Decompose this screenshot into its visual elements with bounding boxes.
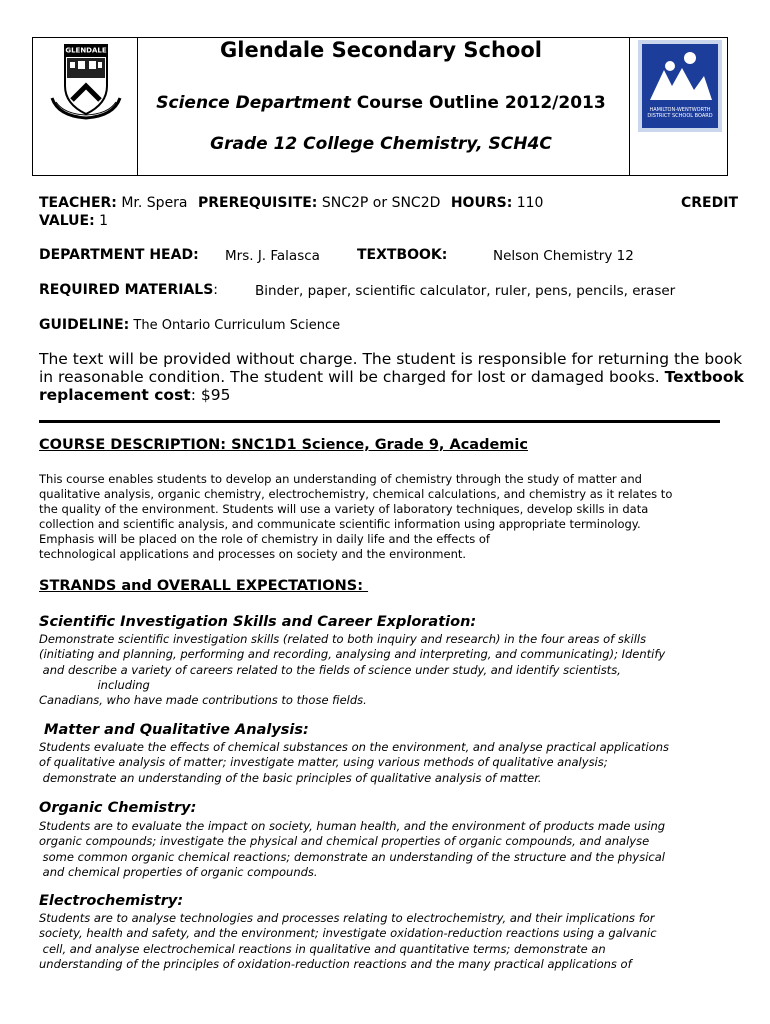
guideline-label: GUIDELINE: — [39, 317, 130, 333]
strand-line: including — [39, 677, 150, 692]
course-description-heading: COURSE DESCRIPTION: SNC1D1 Science, Grade 9, Academic — [39, 437, 528, 453]
course-title: Grade 12 College Chemistry, SCH4C — [210, 134, 552, 154]
board-logo-text: HAMILTON-WENTWORTH DISTRICT SCHOOL BOARD — [647, 107, 713, 119]
course-description-line: technological applications and processes on society and the environment. — [39, 547, 467, 561]
textbook-notice-plain: in reasonable condition. The student will be charged for lost or damaged books. — [39, 368, 665, 386]
guideline-value: The Ontario Curriculum Science — [129, 318, 341, 333]
textbook-notice — [39, 350, 744, 404]
course-description-line: Emphasis will be placed on the role of chemistry in daily life and the effects of — [39, 532, 490, 546]
horizontal-divider — [39, 420, 720, 423]
strand-line: Canadians, who have made contributions to those fields. — [39, 693, 367, 708]
strand-text-scientific-investigation — [39, 632, 739, 708]
strand-line: of qualitative analysis of matter; investigate matter, using various methods of qualitative analysis; — [39, 755, 608, 770]
materials-label: REQUIRED MATERIALS — [39, 282, 214, 298]
department-subtitle — [136, 93, 626, 113]
school-board-logo — [638, 40, 722, 132]
strands-heading: STRANDS and OVERALL EXPECTATIONS: — [39, 578, 369, 594]
strand-line: Students evaluate the effects of chemical substances on the environment, and analyse practical applications — [39, 740, 670, 754]
strand-line: cell, and analyse electrochemical reactions in qualitative and quantitative terms; demonstrate an — [39, 941, 606, 956]
subtitle-italic: Science Department — [156, 93, 351, 113]
crest-text: GLENDALE — [65, 46, 107, 55]
value-label: VALUE: — [39, 213, 95, 229]
strand-line: Students are to analyse technologies and processes relating to electrochemistry, and their implications for — [39, 911, 655, 925]
value-value: 1 — [94, 213, 109, 229]
info-row-value — [39, 213, 108, 229]
strand-line: Students are to evaluate the impact on society, human health, and the environment of products made using — [39, 819, 666, 833]
glendale-crest-logo — [48, 42, 124, 122]
textbook-notice-bold: Textbook — [664, 368, 744, 386]
course-description-line: collection and scientific analysis, and communicate scientific information using appropriate terminology. — [39, 517, 641, 531]
hours-value: 110 — [512, 195, 544, 211]
hours-label: HOURS: — [450, 195, 513, 211]
subtitle-rest: Course Outline 2012/2013 — [350, 93, 606, 113]
strand-line: some common organic chemical reactions; demonstrate an understanding of the structure and the physical — [39, 849, 665, 864]
strand-line: Demonstrate scientific investigation skills (related to both inquiry and research) in the four areas of skills — [39, 632, 647, 646]
info-row-guideline — [39, 317, 340, 333]
textbook-label: TEXTBOOK: — [357, 247, 448, 263]
teacher-value: Mr. Spera — [116, 195, 188, 211]
strand-line: (initiating and planning, performing and recording, analysing and interpreting, and communicating); Identify — [39, 647, 666, 662]
credit-label: CREDIT — [681, 195, 738, 211]
textbook-value: Nelson Chemistry 12 — [493, 248, 634, 264]
course-description-line: This course enables students to develop an understanding of chemistry through the study of matter and — [39, 472, 642, 486]
teacher-label: TEACHER: — [39, 195, 117, 211]
strand-title-matter-qualitative: Matter and Qualitative Analysis: — [39, 722, 309, 738]
strand-line: society, health and safety, and the environment; investigate oxidation-reduction reactions using a galvanic — [39, 926, 657, 941]
strand-title-organic-chemistry: Organic Chemistry: — [39, 800, 197, 816]
course-description-line: qualitative analysis, organic chemistry, electrochemistry, chemical calculations, and chemistry as it relates to — [39, 487, 673, 501]
info-row-materials — [39, 282, 218, 298]
school-name: Glendale Secondary School — [220, 38, 542, 62]
strand-text-matter-qualitative — [39, 740, 739, 786]
materials-colon: : — [213, 282, 219, 298]
strand-text-electrochemistry — [39, 911, 739, 972]
strand-line: understanding of the principles of oxidation-reduction reactions and the many practical applications of — [39, 956, 632, 971]
course-description-line: the quality of the environment. Students will use a variety of laboratory techniques, develop skills in data — [39, 502, 649, 516]
department-head-label: DEPARTMENT HEAD: — [39, 247, 199, 263]
strand-title-electrochemistry: Electrochemistry: — [39, 893, 184, 909]
prerequisite-value: SNC2P or SNC2D — [317, 195, 441, 211]
strand-text-organic-chemistry — [39, 819, 739, 880]
replacement-cost-value: : $95 — [190, 386, 231, 404]
textbook-notice-line: The text will be provided without charge. The student is responsible for returning the book — [39, 350, 743, 368]
prerequisite-label: PREREQUISITE: — [197, 195, 318, 211]
strand-line: and chemical properties of organic compounds. — [39, 864, 318, 879]
strand-line: demonstrate an understanding of the basic principles of qualitative analysis of matter. — [39, 770, 542, 785]
department-head-value: Mrs. J. Falasca — [225, 248, 320, 264]
strand-title-scientific-investigation: Scientific Investigation Skills and Career Exploration: — [39, 614, 477, 630]
info-row-teacher — [39, 195, 543, 211]
strand-line: organic compounds; investigate the physical and chemical properties of organic compounds, and analyse — [39, 834, 650, 849]
replacement-cost-label: replacement cost — [39, 386, 191, 404]
textbook-notice-line — [39, 386, 739, 404]
textbook-notice-line — [39, 368, 744, 386]
materials-value: Binder, paper, scientific calculator, ruler, pens, pencils, eraser — [255, 283, 676, 299]
course-description-text — [39, 472, 739, 562]
strand-line: and describe a variety of careers related to the fields of science under study, and identify scientists, — [39, 662, 621, 677]
